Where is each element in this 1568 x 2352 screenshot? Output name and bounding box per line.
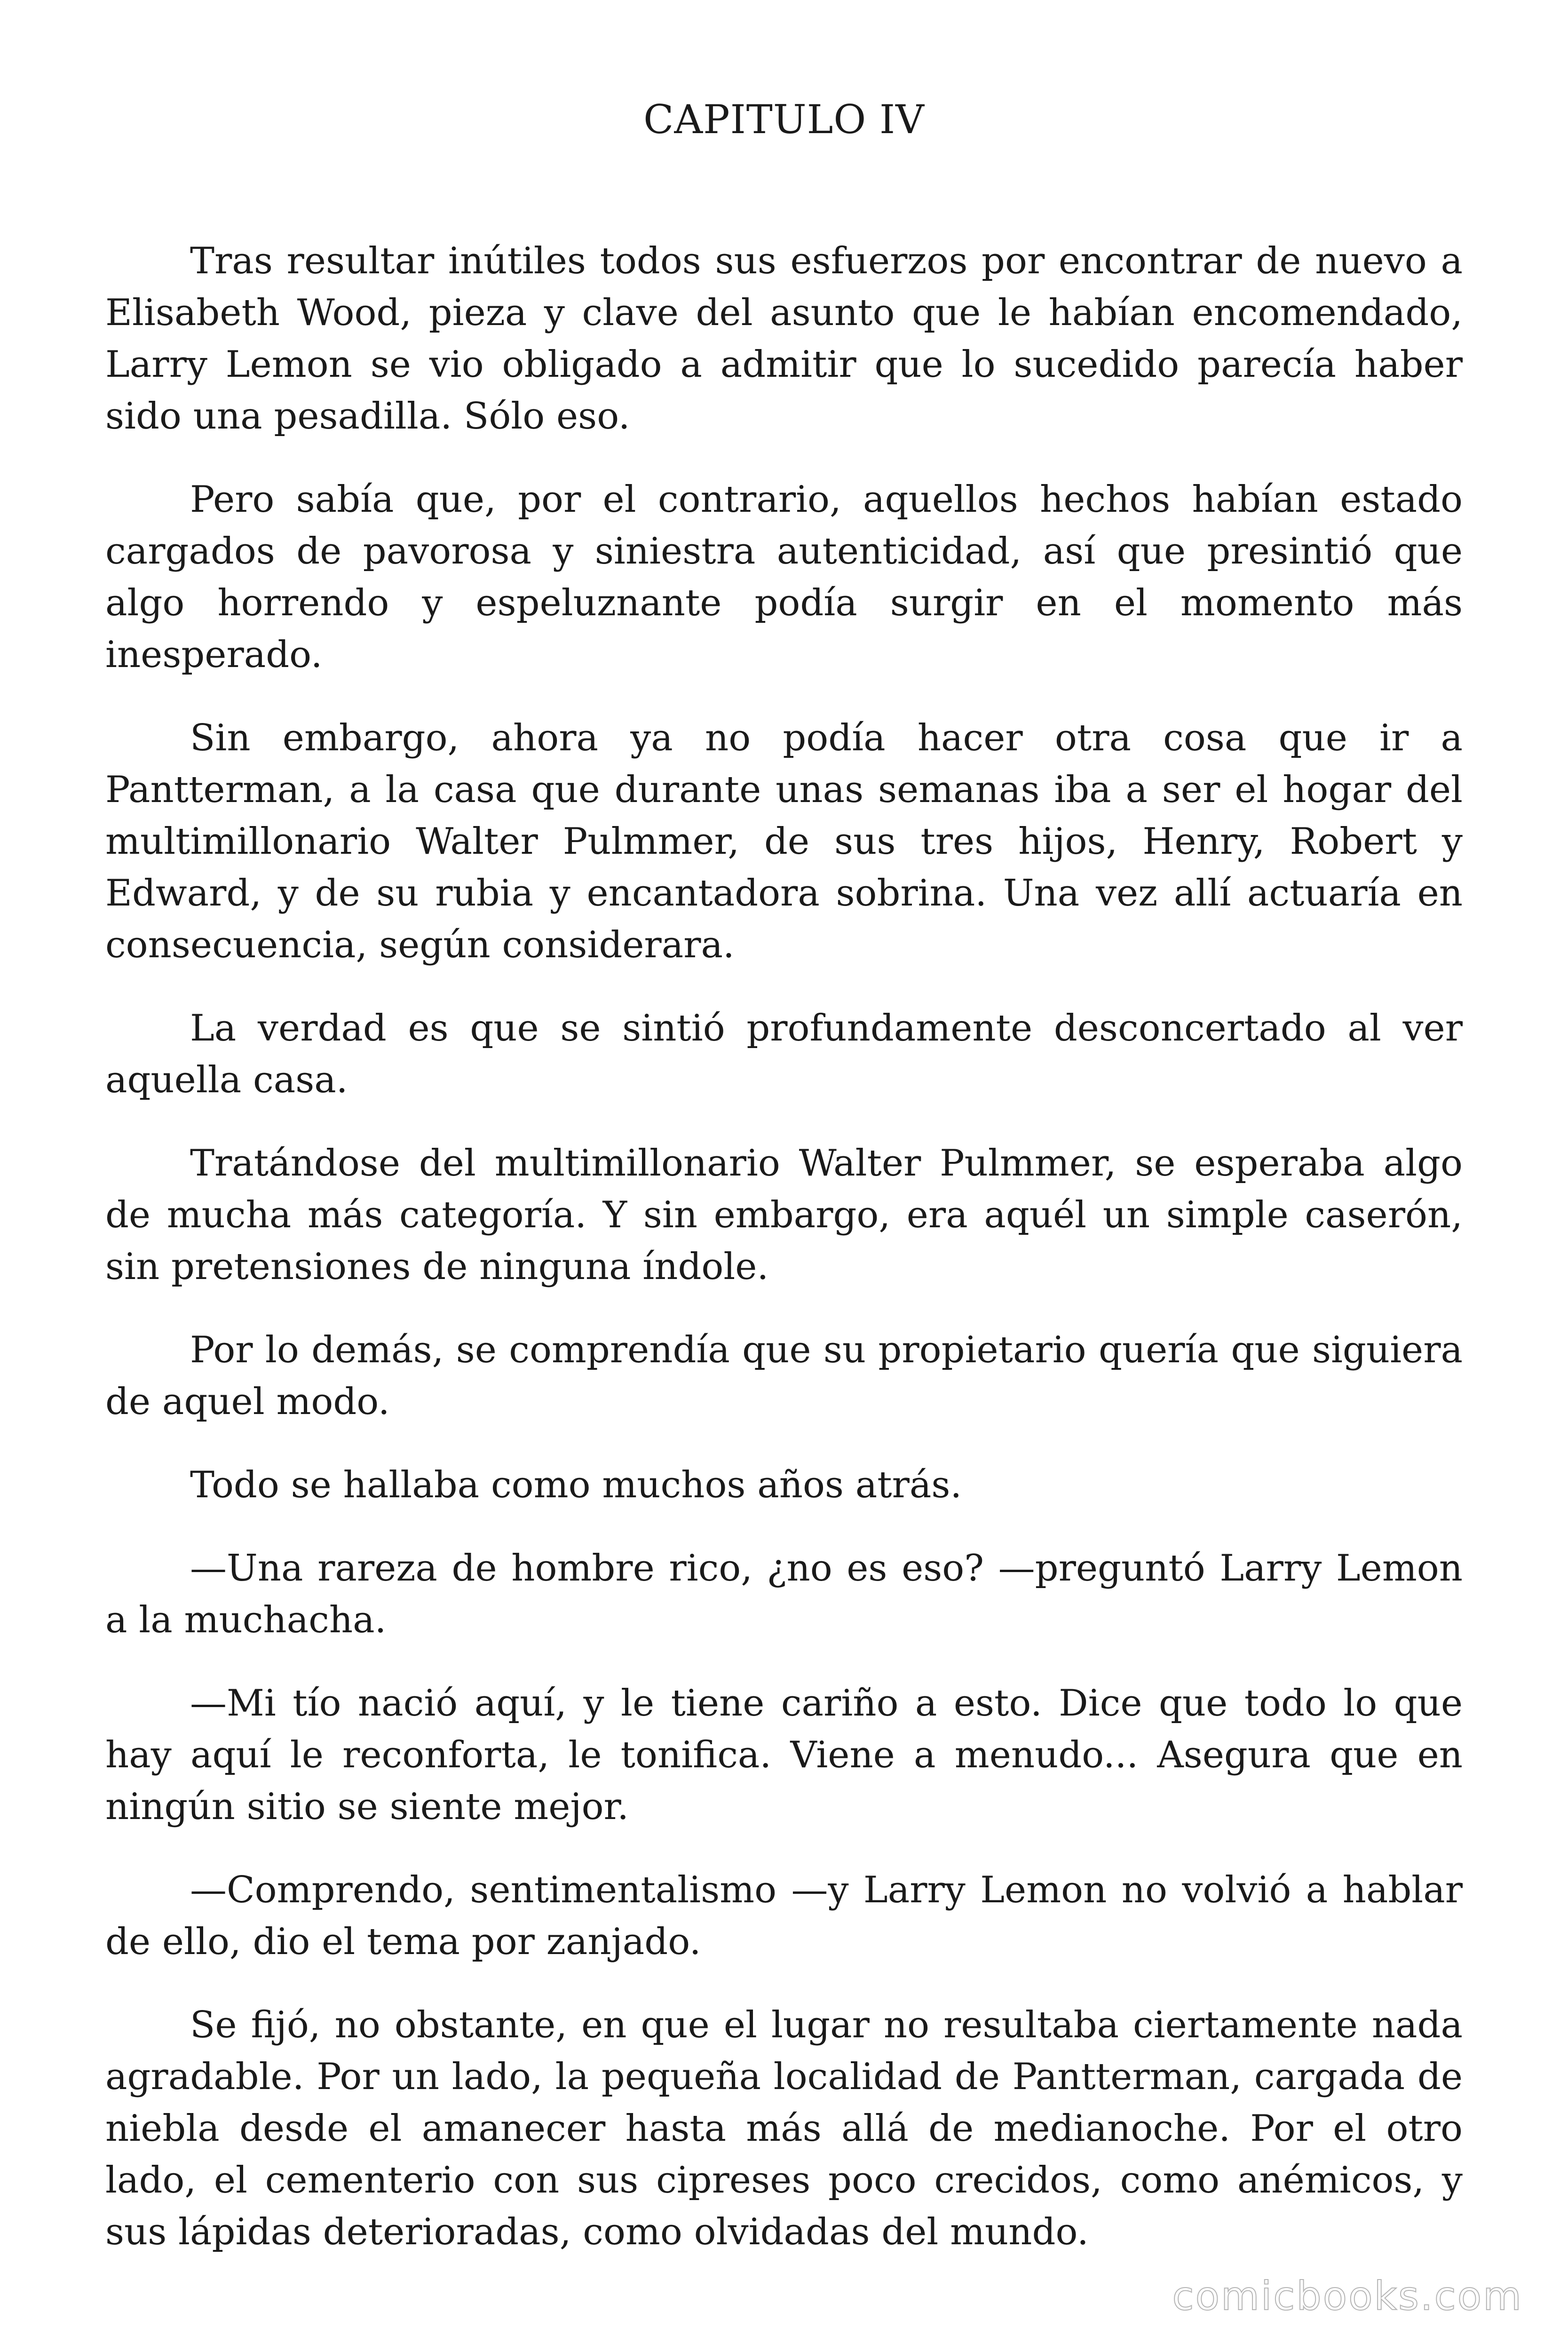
- paragraph: Tratándose del multimillonario Walter Pulmmer, se esperaba algo de mucha más categoría. Y sin embargo, era aquél un simple caserón, sin pretensiones de ninguna índole.: [105, 1142, 1463, 1288]
- paragraph: Sin embargo, ahora ya no podía hacer otra cosa que ir a Pantterman, a la casa que durante unas semanas iba a ser el hogar del multimillonario Walter Pulmmer, de sus tres hijos, Henry, Robert y Edward, y de su rubia y encantadora sobrina. Una vez allí actuaría en consecuencia, según considerara.: [105, 717, 1463, 966]
- paragraph: Se fijó, no obstante, en que el lugar no resultaba ciertamente nada agradable. Por un lado, la pequeña localidad de Pantterman, cargada de niebla desde el amanecer hasta más allá de medianoche. Por el otro lado, el cementerio con sus cipreses poco crecidos, como anémicos, y sus lápidas deterioradas, como olvidadas del mundo.: [105, 2004, 1463, 2253]
- paragraph: Pero sabía que, por el contrario, aquellos hechos habían estado cargados de pavorosa y siniestra autenticidad, así que presintió que algo horrendo y espeluznante podía surgir en el momento más inesperado.: [105, 478, 1463, 676]
- paragraph: Todo se hallaba como muchos años atrás.: [190, 1464, 962, 1506]
- paragraph: —Comprendo, sentimentalismo —y Larry Lemon no volvió a hablar de ello, dio el tema por zanjado.: [105, 1869, 1463, 1963]
- paragraph: —Mi tío nació aquí, y le tiene cariño a esto. Dice que todo lo que hay aquí le reconforta, le tonifica. Viene a menudo... Asegura que en ningún sitio se siente mejor.: [105, 1682, 1463, 1828]
- paragraph: La verdad es que se sintió profundamente desconcertado al ver aquella casa.: [105, 1007, 1463, 1101]
- paragraph: —Una rareza de hombre rico, ¿no es eso? —preguntó Larry Lemon a la muchacha.: [105, 1547, 1463, 1641]
- chapter-body: [105, 235, 1463, 2289]
- chapter-title: CAPITULO IV: [643, 96, 925, 143]
- watermark: comicbooks.com: [1172, 2273, 1523, 2319]
- paragraph: Tras resultar inútiles todos sus esfuerzos por encontrar de nuevo a Elisabeth Wood, pieza y clave del asunto que le habían encomendado, Larry Lemon se vio obligado a admitir que lo sucedido parecía haber sido una pesadilla. Sólo eso.: [105, 240, 1463, 437]
- paragraph: Por lo demás, se comprendía que su propietario quería que siguiera de aquel modo.: [105, 1329, 1463, 1423]
